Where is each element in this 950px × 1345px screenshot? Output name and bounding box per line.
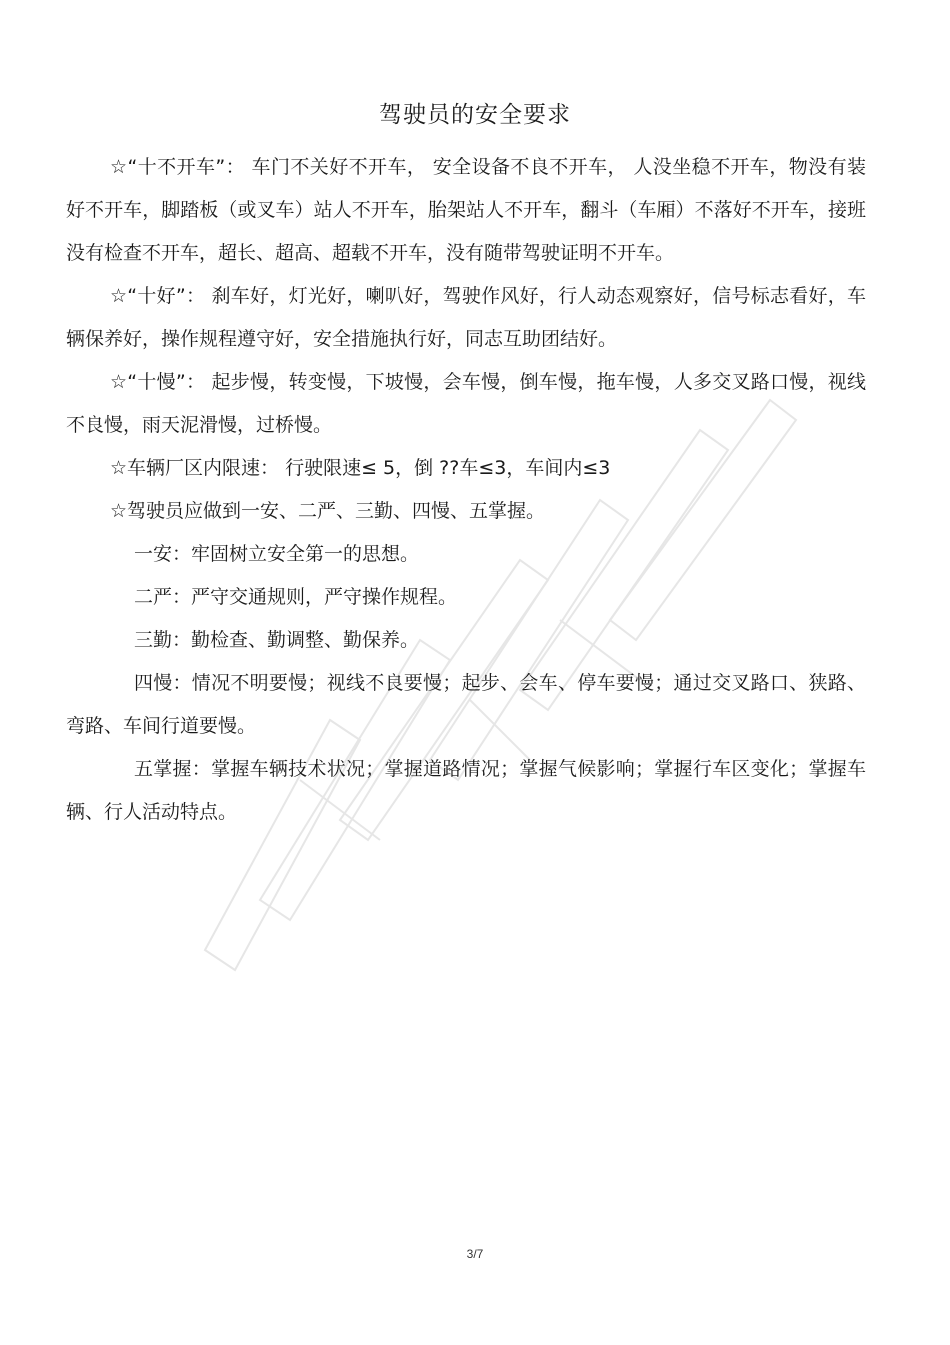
paragraph-ten-no-drive: ☆“十不开车”： 车门不关好不开车， 安全设备不良不开车， 人没坐稳不开车，物没有装好不开车，脚踏板（或叉车）站人不开车，胎架站人不开车，翻斗（车厢）不落好不开车，接班没有检查不开车，超长、超高、超载不开车，没有随带驾驶证明不开车。 [66, 156, 866, 264]
paragraph-three-diligent: 三勤：勤检查、勤调整、勤保养。 [134, 629, 420, 651]
document-title: 驾驶员的安全要求 [379, 102, 571, 128]
paragraph-speed-limit: ☆车辆厂区内限速： 行驶限速≤ 5，倒 ??车≤3，车间内≤3 [110, 457, 611, 479]
paragraph-four-slow: 四慢：情况不明要慢；视线不良要慢；起步、会车、停车要慢；通过交叉路口、狭路、弯路、车间行道要慢。 [66, 672, 866, 737]
paragraph-two-strict: 二严：严守交通规则，严守操作规程。 [134, 586, 458, 608]
paragraph-ten-slow: ☆“十慢”： 起步慢，转变慢，下坡慢，会车慢，倒车慢，拖车慢，人多交叉路口慢，视线不良慢，雨天泥滑慢，过桥慢。 [66, 371, 866, 436]
paragraph-one-safety: 一安：牢固树立安全第一的思想。 [134, 543, 420, 565]
document-body [66, 146, 866, 834]
paragraph-ten-good: ☆“十好”： 刹车好，灯光好，喇叭好，驾驶作风好，行人动态观察好，信号标志看好，车辆保养好，操作规程遵守好，安全措施执行好，同志互助团结好。 [66, 285, 866, 350]
page-number: 3/7 [466, 1247, 484, 1261]
paragraph-driver-principles: ☆驾驶员应做到一安、二严、三勤、四慢、五掌握。 [110, 500, 546, 522]
paragraph-five-master: 五掌握：掌握车辆技术状况；掌握道路情况；掌握气候影响；掌握行车区变化；掌握车辆、行人活动特点。 [66, 758, 866, 823]
